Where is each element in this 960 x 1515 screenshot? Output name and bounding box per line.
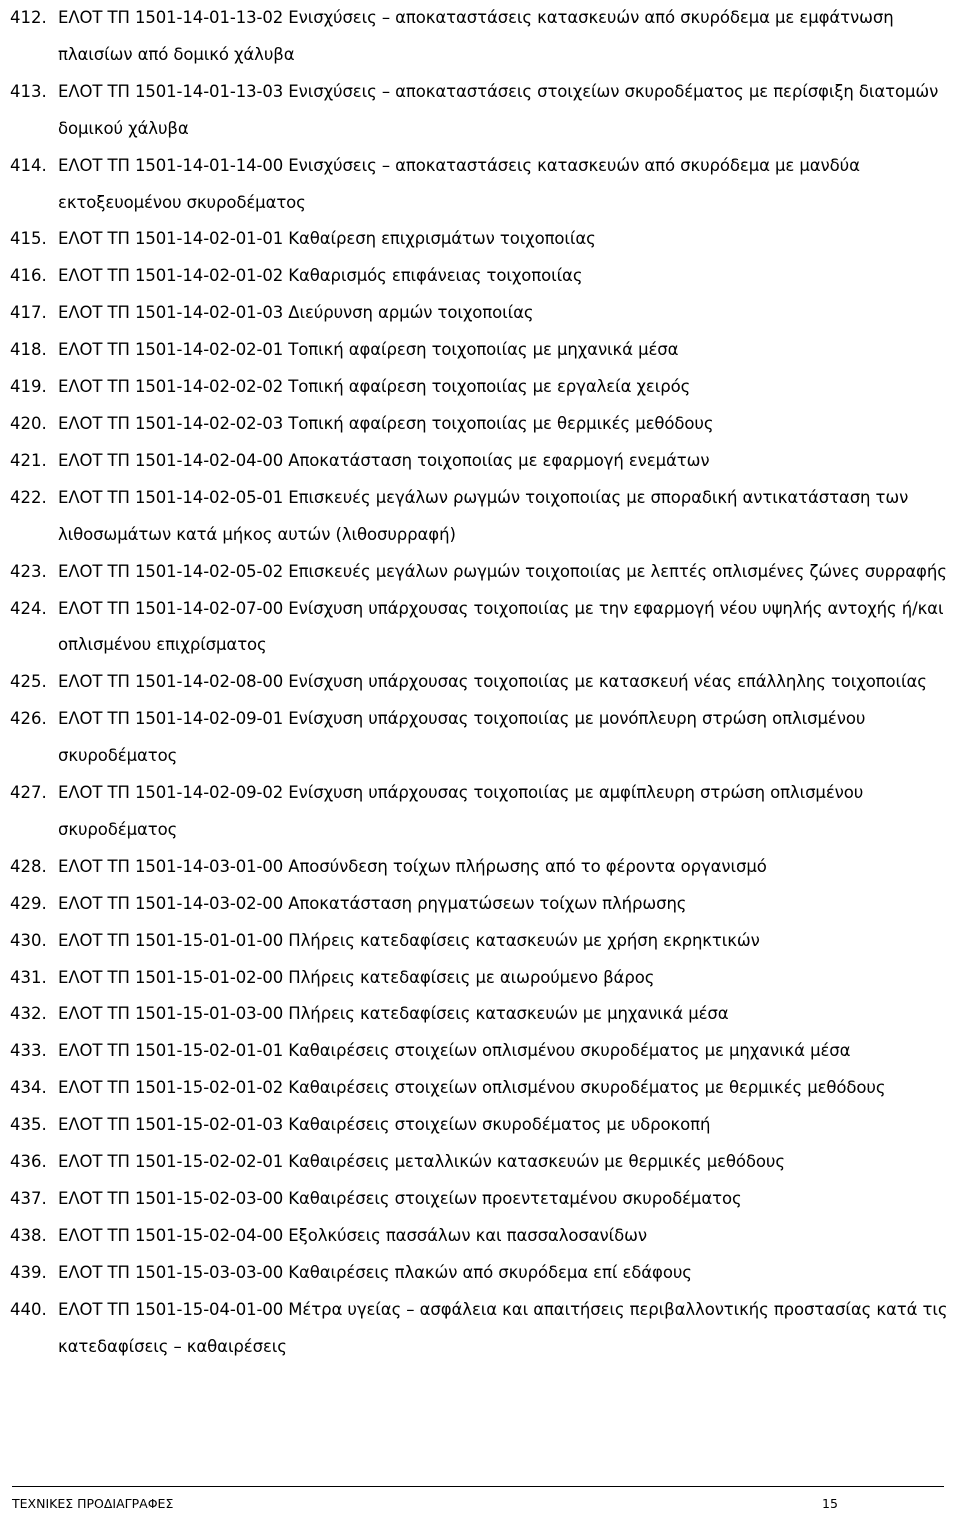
item-text: ΕΛΟΤ ΤΠ 1501-14-03-01-00 Αποσύνδεση τοίχων πλήρωσης από το φέροντα οργανισμό <box>58 856 767 876</box>
item-number: 416. <box>10 266 47 286</box>
item-text: ΕΛΟΤ ΤΠ 1501-14-02-02-03 Τοπική αφαίρεση τοιχοποιίας με θερμικές μεθόδους <box>58 413 714 433</box>
list-item <box>10 258 955 295</box>
list-item <box>10 1144 955 1181</box>
item-text: ΕΛΟΤ ΤΠ 1501-15-01-02-00 Πλήρεις κατεδαφίσεις με αιωρούμενο βάρος <box>58 967 655 987</box>
list-item <box>10 554 955 591</box>
item-text: ΕΛΟΤ ΤΠ 1501-14-02-01-01 Καθαίρεση επιχρισμάτων τοιχοποιίας <box>58 229 596 249</box>
item-number: 426. <box>10 709 47 729</box>
list-item <box>10 1107 955 1144</box>
item-number: 415. <box>10 229 47 249</box>
list-item <box>10 923 955 960</box>
item-number: 432. <box>10 1004 47 1024</box>
list-item <box>10 591 955 665</box>
item-text: ΕΛΟΤ ΤΠ 1501-14-01-13-02 Ενισχύσεις – αποκαταστάσεις κατασκευών από σκυρόδεμα με εμφάτνωση πλαισίων από δομικό χάλυβα <box>58 8 894 64</box>
item-text: ΕΛΟΤ ΤΠ 1501-15-02-03-00 Καθαιρέσεις στοιχείων προεντεταμένου σκυροδέματος <box>58 1189 742 1208</box>
item-number: 420. <box>10 413 47 433</box>
footer-divider <box>12 1486 944 1487</box>
item-number: 437. <box>10 1189 47 1208</box>
item-text: ΕΛΟΤ ΤΠ 1501-14-01-13-03 Ενισχύσεις – αποκαταστάσεις στοιχείων σκυροδέματος με περίσφιξη διατομών δομικού χάλυβα <box>58 81 939 138</box>
item-text: ΕΛΟΤ ΤΠ 1501-14-02-05-02 Επισκευές μεγάλων ρωγμών τοιχοποιίας με λεπτές οπλισμένες ζώνες συρραφής <box>58 561 947 581</box>
item-text: ΕΛΟΤ ΤΠ 1501-14-02-01-02 Καθαρισμός επιφάνειας τοιχοποιίας <box>58 266 583 286</box>
list-item <box>10 1292 955 1366</box>
item-number: 425. <box>10 672 47 692</box>
item-text: ΕΛΟΤ ΤΠ 1501-14-02-01-03 Διεύρυνση αρμών τοιχοποιίας <box>58 303 534 323</box>
item-text: ΕΛΟΤ ΤΠ 1501-14-02-09-01 Ενίσχυση υπάρχουσας τοιχοποιίας με μονόπλευρη στρώση οπλισμένου σκυροδέματος <box>58 709 866 766</box>
list-item <box>10 406 955 443</box>
item-number: 423. <box>10 561 47 581</box>
list-item <box>10 1181 955 1218</box>
list-item <box>10 775 955 849</box>
item-number: 428. <box>10 856 47 876</box>
item-number: 422. <box>10 487 47 507</box>
footer-title: ΤΕΧΝΙΚΕΣ ΠΡΟΔΙΑΓΡΑΦΕΣ <box>12 1496 174 1511</box>
item-text: ΕΛΟΤ ΤΠ 1501-14-02-09-02 Ενίσχυση υπάρχουσας τοιχοποιίας με αμφίπλευρη στρώση οπλισμένου σκυροδέματος <box>58 783 864 839</box>
list-item <box>10 1070 955 1107</box>
item-number: 417. <box>10 303 47 323</box>
item-number: 412. <box>10 8 47 27</box>
list-item <box>10 1255 955 1292</box>
item-number: 413. <box>10 81 47 101</box>
item-number: 418. <box>10 340 47 360</box>
item-number: 436. <box>10 1152 47 1172</box>
list-item <box>10 74 955 148</box>
list-item <box>10 664 955 701</box>
list-item <box>10 221 955 258</box>
item-number: 429. <box>10 893 47 913</box>
item-number: 430. <box>10 930 47 950</box>
item-text: ΕΛΟΤ ΤΠ 1501-14-01-14-00 Ενισχύσεις – αποκαταστάσεις κατασκευών από σκυρόδεμα με μανδύα εκτοξευομένου σκυροδέματος <box>58 155 860 212</box>
item-number: 440. <box>10 1299 47 1319</box>
item-text: ΕΛΟΤ ΤΠ 1501-15-02-01-02 Καθαιρέσεις στοιχείων οπλισμένου σκυροδέματος με θερμικές μεθόδους <box>58 1078 886 1098</box>
item-text: ΕΛΟΤ ΤΠ 1501-14-02-04-00 Αποκατάσταση τοιχοποιίας με εφαρμογή ενεμάτων <box>58 450 710 470</box>
item-text: ΕΛΟΤ ΤΠ 1501-14-02-07-00 Ενίσχυση υπάρχουσας τοιχοποιίας με την εφαρμογή νέου υψηλής αντοχής ή/και οπλισμένου επιχρίσματος <box>58 598 944 655</box>
item-text: ΕΛΟΤ ΤΠ 1501-14-02-02-02 Τοπική αφαίρεση τοιχοποιίας με εργαλεία χειρός <box>58 377 691 397</box>
list-item <box>10 0 955 74</box>
list-item <box>10 849 955 886</box>
item-number: 433. <box>10 1041 47 1061</box>
list-item <box>10 480 955 554</box>
item-text: ΕΛΟΤ ΤΠ 1501-14-03-02-00 Αποκατάσταση ρηγματώσεων τοίχων πλήρωσης <box>58 893 687 913</box>
item-text: ΕΛΟΤ ΤΠ 1501-15-02-01-03 Καθαιρέσεις στοιχείων σκυροδέματος με υδροκοπή <box>58 1115 711 1135</box>
list-item <box>10 996 955 1033</box>
list-item <box>10 1033 955 1070</box>
item-text: ΕΛΟΤ ΤΠ 1501-15-02-02-01 Καθαιρέσεις μεταλλικών κατασκευών με θερμικές μεθόδους <box>58 1152 785 1172</box>
item-number: 424. <box>10 598 47 618</box>
item-text: ΕΛΟΤ ΤΠ 1501-14-02-05-01 Επισκευές μεγάλων ρωγμών τοιχοποιίας με σποραδική αντικατάσταση των λιθοσωμάτων κατά μήκος αυτών (λιθοσυρραφή) <box>58 487 909 544</box>
item-text: ΕΛΟΤ ΤΠ 1501-15-04-01-00 Μέτρα υγείας – ασφάλεια και απαιτήσεις περιβαλλοντικής προστασίας κατά τις κατεδαφίσεις – καθαιρέσεις <box>58 1299 948 1356</box>
list-item <box>10 332 955 369</box>
list-item <box>10 369 955 406</box>
item-text: ΕΛΟΤ ΤΠ 1501-15-01-03-00 Πλήρεις κατεδαφίσεις κατασκευών με μηχανικά μέσα <box>58 1004 729 1024</box>
list-item <box>10 1218 955 1255</box>
item-number: 435. <box>10 1115 47 1135</box>
item-text: ΕΛΟΤ ΤΠ 1501-15-02-01-01 Καθαιρέσεις στοιχείων οπλισμένου σκυροδέματος με μηχανικά μέσα <box>58 1041 851 1061</box>
item-text: ΕΛΟΤ ΤΠ 1501-14-02-08-00 Ενίσχυση υπάρχουσας τοιχοποιίας με κατασκευή νέας επάλληλης τοιχοποιίας <box>58 672 927 692</box>
page-number: 15 <box>822 1496 838 1511</box>
list-item <box>10 886 955 923</box>
item-text: ΕΛΟΤ ΤΠ 1501-14-02-02-01 Τοπική αφαίρεση τοιχοποιίας με μηχανικά μέσα <box>58 340 679 360</box>
item-text: ΕΛΟΤ ΤΠ 1501-15-02-04-00 Εξολκύσεις πασσάλων και πασσαλοσανίδων <box>58 1225 647 1245</box>
item-number: 438. <box>10 1225 47 1245</box>
item-number: 427. <box>10 783 47 803</box>
item-number: 419. <box>10 377 47 397</box>
item-number: 439. <box>10 1262 47 1282</box>
item-number: 414. <box>10 155 47 175</box>
item-number: 421. <box>10 450 47 470</box>
list-item <box>10 701 955 775</box>
list-item <box>10 443 955 480</box>
item-text: ΕΛΟΤ ΤΠ 1501-15-01-01-00 Πλήρεις κατεδαφίσεις κατασκευών με χρήση εκρηκτικών <box>58 930 760 950</box>
list-item <box>10 148 955 222</box>
item-number: 434. <box>10 1078 47 1098</box>
list-item <box>10 295 955 332</box>
list-item <box>10 960 955 997</box>
item-number: 431. <box>10 967 47 987</box>
item-text: ΕΛΟΤ ΤΠ 1501-15-03-03-00 Καθαιρέσεις πλακών από σκυρόδεμα επί εδάφους <box>58 1262 692 1282</box>
specification-list <box>10 0 955 1366</box>
